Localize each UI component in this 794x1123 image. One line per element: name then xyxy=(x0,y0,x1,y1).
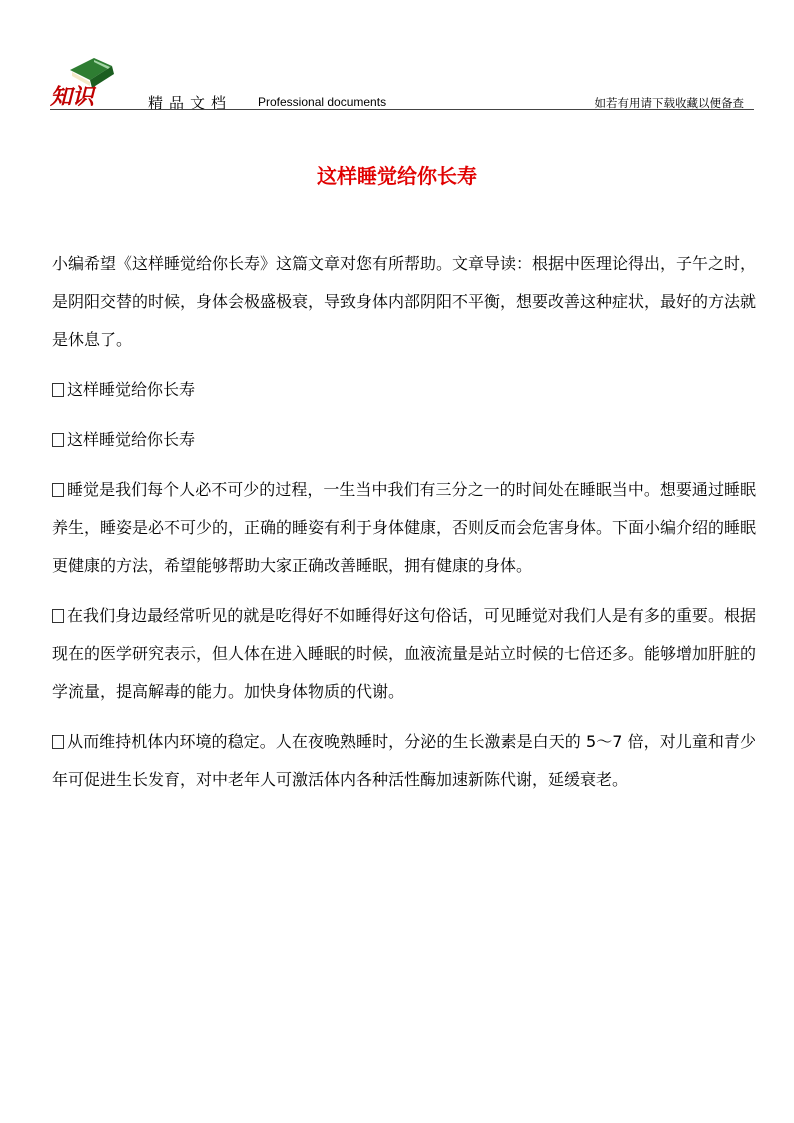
paragraph-text: 在我们身边最经常听见的就是吃得好不如睡得好这句俗话，可见睡觉对我们人是有多的重要。根据现在的医学研究表示，但人体在进入睡眠的时候，血液流量是站立时候的七倍还多。能够增加肝脏的学流量，提高解毒的能力。加快身体物质的代谢。 xyxy=(52,606,757,701)
document-body xyxy=(52,245,756,811)
paragraph-text: 睡觉是我们每个人必不可少的过程，一生当中我们有三分之一的时间处在睡眠当中。想要通过睡眠养生，睡姿是必不可少的，正确的睡姿有利于身体健康，否则反而会危害身体。下面小编介绍的睡眠更健康的方法，希望能够帮助大家正确改善睡眠，拥有健康的身体。 xyxy=(52,480,757,575)
missing-glyph-box-icon xyxy=(52,383,64,397)
brand-name-cn: 精品文档 xyxy=(148,94,233,112)
paragraph xyxy=(52,723,756,799)
header-note: 如若有用请下载收藏以便备查 xyxy=(594,96,744,110)
paragraph-text: 这样睡觉给你长寿 xyxy=(67,380,196,399)
paragraph xyxy=(52,471,756,585)
paragraph-text: 这样睡觉给你长寿 xyxy=(67,430,196,449)
paragraph xyxy=(52,371,756,409)
paragraph-text: 从而维持机体内环境的稳定。人在夜晚熟睡时，分泌的生长激素是白天的 5～7 倍，对儿童和青少年可促进生长发育，对中老年人可激活体内各种活性酶加速新陈代谢，延缓衰老。 xyxy=(52,732,756,789)
brand-name-en: Professional documents xyxy=(258,95,387,109)
header-divider xyxy=(50,109,754,110)
paragraph xyxy=(52,245,756,359)
svg-text:知识: 知识 xyxy=(50,84,95,108)
paragraph-text: 小编希望《这样睡觉给你长寿》这篇文章对您有所帮助。文章导读：根据中医理论得出，子午之时，是阴阳交替的时候，身体会极盛极衰，导致身体内部阴阳不平衡，想要改善这种症状，最好的方法就是休息了。 xyxy=(52,254,757,349)
missing-glyph-box-icon xyxy=(52,735,64,749)
missing-glyph-box-icon xyxy=(52,433,64,447)
paragraph xyxy=(52,597,756,711)
page-header xyxy=(50,52,754,112)
missing-glyph-box-icon xyxy=(52,609,64,623)
missing-glyph-box-icon xyxy=(52,483,64,497)
logo-book-icon xyxy=(50,52,150,108)
document-title: 这样睡觉给你长寿 xyxy=(317,164,477,188)
paragraph xyxy=(52,421,756,459)
